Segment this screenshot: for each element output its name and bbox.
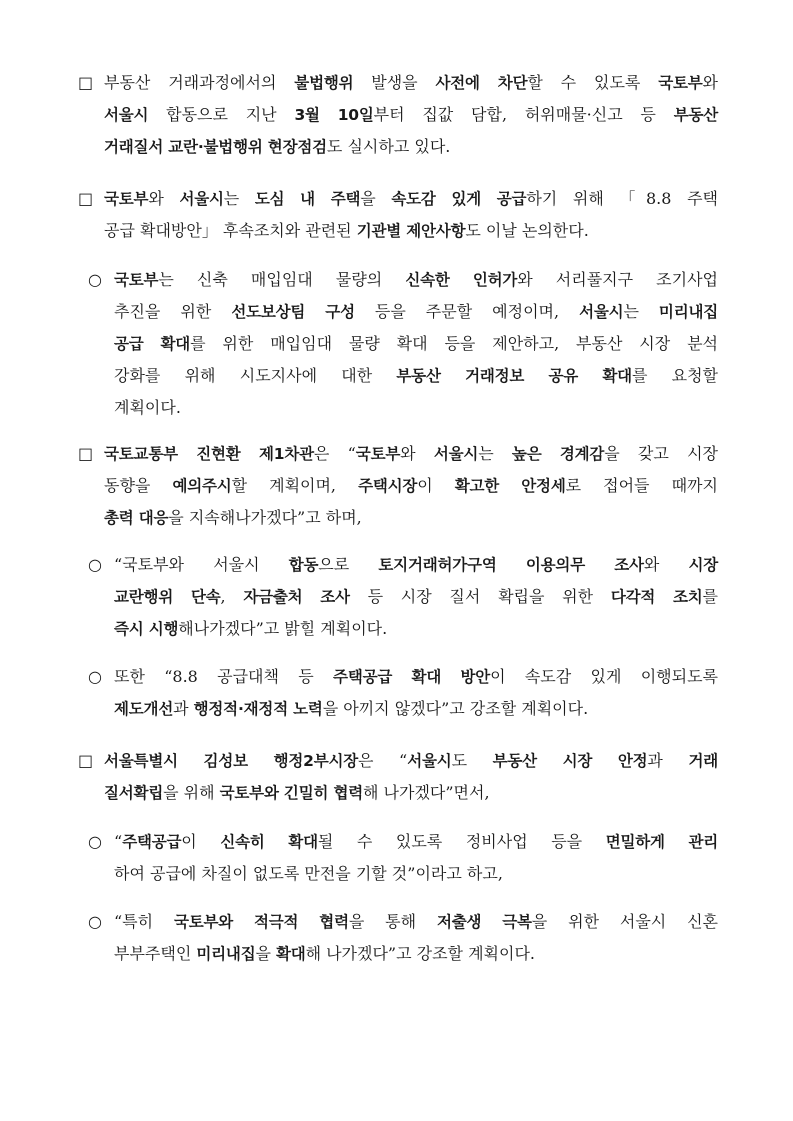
bold-text: 미리내집 — [658, 303, 719, 321]
bold-text: 공급 확대 — [114, 335, 191, 353]
text: 동향을 — [104, 476, 173, 495]
line — [88, 549, 718, 581]
bold-text: 자금출처 조사 — [243, 588, 350, 606]
text: 도 실시하고 있다. — [326, 137, 451, 156]
line — [78, 502, 718, 534]
bold-text: 서울시 — [433, 445, 479, 463]
bold-text: 주택공급 확대 방안 — [333, 668, 491, 686]
paragraph-8 — [88, 826, 718, 889]
bold-text: 신속히 확대 — [220, 833, 318, 851]
text: 을 — [255, 944, 277, 963]
text: 또한 “8.8 공급대책 등 — [114, 667, 334, 686]
text: 를 요청할 — [631, 366, 718, 385]
bold-text: 국토부 — [104, 190, 149, 208]
text: 해 나가겠다”면서, — [363, 783, 490, 802]
bold-text: 불법행위 — [294, 74, 354, 92]
bold-text: 높은 경계감 — [511, 445, 605, 463]
bold-text: 거래 — [688, 752, 718, 770]
text: 하여 공급에 차질이 없도록 만전을 기할 것”이라고 하고, — [114, 864, 503, 883]
bold-text: 국토부 — [658, 74, 703, 92]
paragraph-5 — [88, 549, 718, 645]
paragraph-4 — [78, 438, 718, 534]
bold-text: 부동산 거래정보 공유 확대 — [396, 367, 632, 385]
line — [88, 858, 718, 889]
text: 로 접어들 때까지 — [565, 476, 718, 495]
bold-text: 속도감 있게 공급 — [391, 190, 527, 208]
bold-text: 국토부와 적극적 협력 — [173, 913, 349, 931]
paragraph-1 — [78, 67, 718, 163]
text: 도 이날 논의한다. — [465, 221, 589, 240]
bold-text: 선도보상팀 구성 — [231, 303, 355, 321]
paragraph-2 — [78, 183, 718, 247]
bold-text: 국토부 — [355, 445, 401, 463]
bold-text: 확대 — [276, 945, 306, 963]
square-bullet: □ — [78, 73, 94, 92]
paragraph-9 — [88, 906, 718, 970]
bold-text: 부동산 시장 안정 — [492, 752, 648, 770]
text: 하기 위해 「8.8 주택 — [526, 189, 718, 208]
text: 해 나가겠다”고 강조할 계획이다. — [305, 944, 536, 963]
text: 부동산 거래과정에서의 — [104, 73, 295, 92]
text: 를 위한 매입임대 물량 확대 등을 제안하고, 부동산 시장 분석 — [190, 334, 718, 353]
bold-text: 예의주시 — [172, 477, 232, 495]
circle-bullet: ○ — [88, 270, 102, 289]
bold-text: 시장 — [688, 556, 719, 574]
text: 는 — [623, 302, 659, 321]
circle-bullet: ○ — [88, 832, 102, 851]
line — [88, 826, 718, 858]
bold-text: 서울시 — [104, 106, 149, 124]
text: 부부주택인 — [114, 944, 197, 963]
bold-text: 즉시 시행 — [114, 620, 179, 638]
line — [78, 183, 718, 215]
square-bullet: □ — [78, 751, 94, 770]
text: 은 “ — [313, 444, 356, 463]
text: 할 계획이며, — [231, 476, 359, 495]
text: 을 위해 — [163, 783, 220, 802]
bold-text: 국토교통부 진현환 제1차관 — [104, 445, 314, 463]
text: 는 — [478, 444, 512, 463]
text: 이 — [181, 832, 221, 851]
text: 이 — [417, 476, 455, 495]
bold-text: 다각적 조치 — [610, 588, 703, 606]
line — [78, 470, 718, 502]
line — [78, 438, 718, 470]
bold-text: 저출생 극복 — [436, 913, 532, 931]
bold-text: 행정적·재정적 노력 — [193, 700, 323, 718]
line — [78, 131, 718, 163]
text: 강화를 위해 시도지사에 대한 — [114, 366, 397, 385]
line — [88, 392, 718, 423]
bold-text: 기관별 제안사항 — [356, 222, 466, 240]
bold-text: 합동 — [288, 556, 319, 574]
text: “국토부와 서울시 — [114, 555, 289, 574]
text: 와 — [702, 73, 719, 92]
text: 을 지속해나가겠다”고 하며, — [168, 508, 362, 527]
bold-text: 면밀하게 관리 — [605, 833, 719, 851]
paragraph-3 — [88, 264, 718, 423]
bold-text: 서울시 — [407, 752, 452, 770]
line — [88, 328, 718, 360]
circle-bullet: ○ — [88, 667, 102, 686]
bold-text: 확고한 안정세 — [454, 477, 566, 495]
bold-text: 서울시 — [179, 190, 224, 208]
text: 과 — [647, 751, 689, 770]
text: 는 신축 매입임대 물량의 — [158, 270, 406, 289]
text: 는 — [223, 189, 255, 208]
text: 를 — [702, 587, 719, 606]
text: 은 “ — [358, 751, 408, 770]
bold-text: 거래질서 교란·불법행위 현장점검 — [104, 138, 327, 156]
text: 을 — [360, 189, 392, 208]
line — [88, 693, 718, 725]
text: 부터 집값 담합, 허위매물·신고 등 — [373, 105, 674, 124]
bold-text: 도심 내 주택 — [254, 190, 361, 208]
line — [78, 67, 718, 99]
line — [78, 745, 718, 777]
circle-bullet: ○ — [88, 912, 102, 931]
text: 될 수 있도록 정비사업 등을 — [317, 832, 606, 851]
line — [88, 661, 718, 693]
bold-text: 질서확립 — [104, 784, 164, 802]
text: 등을 주문할 예정이며, — [354, 302, 580, 321]
bold-text: 토지거래허가구역 이용의무 조사 — [378, 556, 644, 574]
bold-text: 교란행위 단속 — [114, 588, 221, 606]
bold-text: 국토부 — [114, 271, 159, 289]
bold-text: 미리내집 — [196, 945, 256, 963]
text: 으로 — [318, 555, 379, 574]
text: 이 속도감 있게 이행되도록 — [490, 667, 718, 686]
text: 도 — [451, 751, 493, 770]
bold-text: 주택시장 — [358, 477, 418, 495]
text: , — [220, 587, 244, 606]
paragraph-7 — [78, 745, 718, 809]
line — [88, 296, 718, 328]
text: 과 — [173, 699, 194, 718]
text: 추진을 위한 — [114, 302, 232, 321]
bold-text: 주택공급 — [122, 833, 182, 851]
text: 와 — [148, 189, 180, 208]
line — [78, 99, 718, 131]
bold-text: 제도개선 — [114, 700, 174, 718]
paragraph-6 — [88, 661, 718, 725]
bold-text: 국토부와 긴밀히 협력 — [219, 784, 363, 802]
text: 해나가겠다”고 밝힐 계획이다. — [178, 619, 388, 638]
text: 을 통해 — [348, 912, 437, 931]
bold-text: 신속한 인허가 — [405, 271, 518, 289]
text: 와 서리풀지구 조기사업 — [517, 270, 719, 289]
text: 을 위한 서울시 신혼 — [531, 912, 719, 931]
bold-text: 사전에 차단 — [435, 74, 528, 92]
text: 발생을 — [353, 73, 436, 92]
text: 을 갖고 시장 — [604, 444, 719, 463]
line — [78, 777, 718, 809]
text: 와 — [643, 555, 689, 574]
text: “ — [114, 832, 123, 851]
line — [88, 938, 718, 970]
line — [88, 906, 718, 938]
square-bullet: □ — [78, 189, 94, 208]
line — [78, 215, 718, 247]
bold-text: 부동산 — [673, 106, 719, 124]
bold-text: 총력 대응 — [104, 509, 169, 527]
bold-text: 서울특별시 김성보 행정2부시장 — [104, 752, 359, 770]
bold-text: 서울시 — [579, 303, 624, 321]
text: 등 시장 질서 확립을 위한 — [349, 587, 611, 606]
text: 와 — [400, 444, 434, 463]
text: 계획이다. — [114, 398, 181, 417]
square-bullet: □ — [78, 444, 94, 463]
text: 공급 확대방안」 후속조치와 관련된 — [104, 221, 357, 240]
text: 할 수 있도록 — [527, 73, 659, 92]
line — [88, 613, 718, 645]
line — [88, 264, 718, 296]
text: 을 아끼지 않겠다”고 강조할 계획이다. — [322, 699, 589, 718]
line — [88, 360, 718, 392]
text: 합동으로 지난 — [148, 105, 295, 124]
text: “특히 — [114, 912, 174, 931]
bold-text: 3월 10일 — [294, 106, 374, 124]
line — [88, 581, 718, 613]
circle-bullet: ○ — [88, 555, 102, 574]
